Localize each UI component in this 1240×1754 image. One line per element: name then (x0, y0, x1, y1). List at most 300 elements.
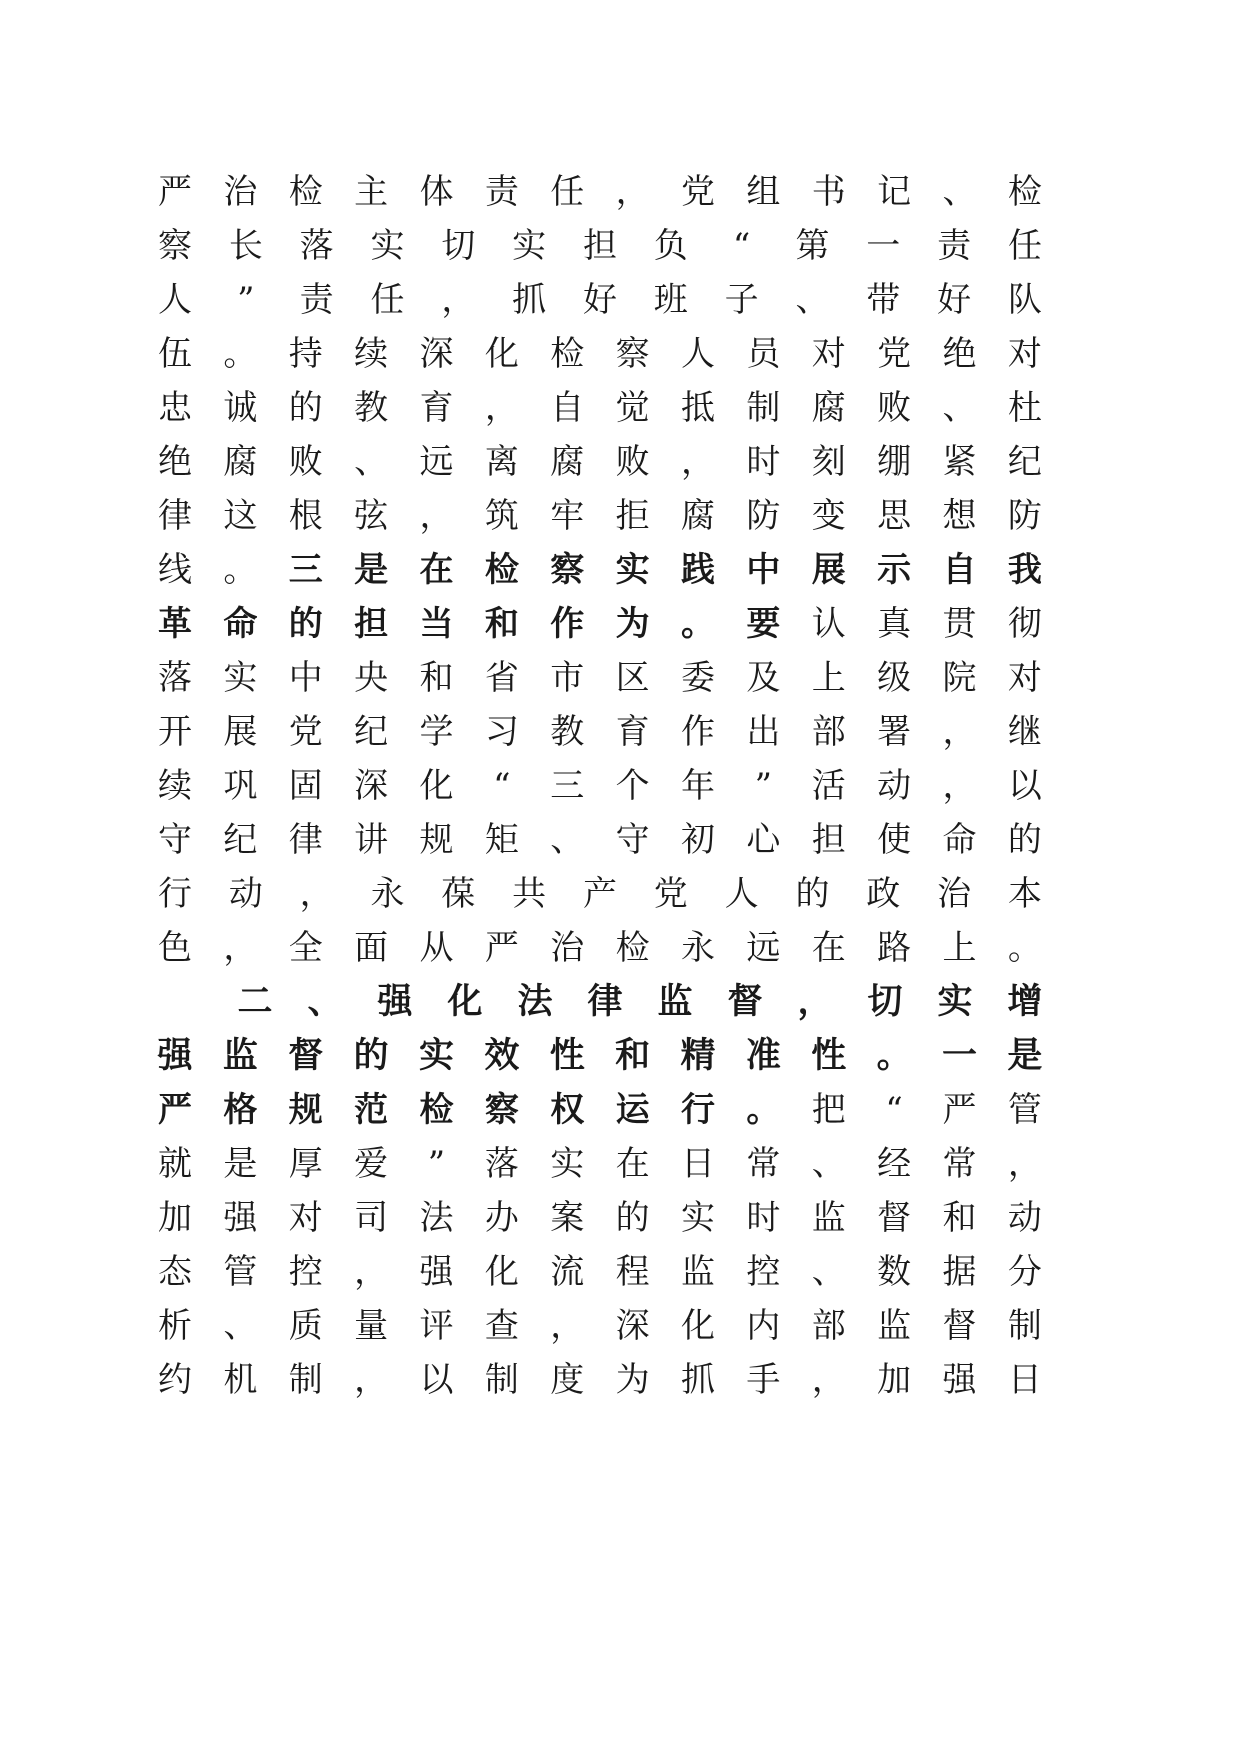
text-char: 加 (877, 1360, 912, 1400)
text-char: 的 (795, 874, 830, 914)
text-char: 腐 (550, 442, 585, 482)
text-char: 中 (288, 658, 323, 698)
text-char: 一 (866, 226, 901, 266)
text-char: 拒 (615, 496, 650, 536)
text-char: ， (223, 928, 258, 968)
text-char: 就 (158, 1144, 192, 1184)
text-char: 和 (419, 658, 454, 698)
text-char: 防 (1007, 496, 1042, 536)
text-char: 中 (746, 550, 781, 590)
text-char: 筑 (484, 496, 519, 536)
text-char: 任 (370, 280, 405, 320)
text-char: 评 (419, 1306, 454, 1346)
text-char: 习 (484, 712, 519, 752)
text-char: 示 (877, 550, 912, 590)
text-char: ， (942, 712, 977, 752)
text-line (157, 383, 1043, 433)
text-char: ， (615, 172, 650, 212)
text-char: 实 (223, 658, 258, 698)
text-char: “ (493, 766, 511, 806)
text-char: 署 (877, 712, 912, 752)
text-char: 规 (419, 820, 454, 860)
text-char: 是 (354, 550, 389, 590)
text-char: 督 (942, 1306, 977, 1346)
text-char: 化 (681, 1306, 715, 1346)
text-char: 觉 (615, 388, 650, 428)
text-char: 以 (419, 1360, 454, 1400)
text-char: 运 (615, 1090, 650, 1130)
text-char: 增 (1007, 982, 1043, 1022)
text-char: 的 (1007, 820, 1042, 860)
text-char: 命 (942, 820, 977, 860)
text-char: 动 (877, 766, 912, 806)
text-char: 治 (550, 928, 585, 968)
text-char: 管 (223, 1252, 258, 1292)
text-line (157, 1085, 1043, 1135)
text-line (157, 599, 1043, 649)
text-char: 担 (811, 820, 846, 860)
text-char: 线 (158, 550, 192, 590)
text-char: 根 (288, 496, 323, 536)
text-char: ， (1007, 1144, 1042, 1184)
text-line (157, 707, 1043, 757)
text-char: 严 (158, 1090, 192, 1130)
text-line (157, 221, 1043, 271)
text-char: 规 (288, 1090, 323, 1130)
text-char: 教 (550, 712, 585, 752)
text-char: 深 (419, 334, 454, 374)
text-char: 人 (724, 874, 759, 914)
text-char: 书 (811, 172, 846, 212)
text-char: 级 (877, 658, 912, 698)
text-char: 一 (941, 1036, 977, 1076)
text-char: 检 (484, 550, 519, 590)
text-char: 在 (811, 928, 846, 968)
text-char: 察 (615, 334, 650, 374)
text-char: 律 (587, 982, 623, 1022)
text-char: 强 (377, 982, 413, 1022)
text-line (157, 1193, 1043, 1243)
text-char: 面 (354, 928, 389, 968)
text-char: 使 (877, 820, 912, 860)
text-char: 守 (615, 820, 650, 860)
text-char: 察 (158, 226, 192, 266)
text-char: 监 (681, 1252, 715, 1292)
text-char: ， (484, 388, 519, 428)
text-char: 彻 (1007, 604, 1042, 644)
text-char: 践 (681, 550, 715, 590)
text-char: ， (354, 1360, 389, 1400)
text-char: 厚 (288, 1144, 323, 1184)
text-char: 落 (484, 1144, 519, 1184)
text-char: 展 (811, 550, 846, 590)
text-char: 抓 (681, 1360, 715, 1400)
text-char: 时 (746, 1198, 781, 1238)
text-char: 二 (237, 982, 273, 1022)
text-char: 党 (681, 172, 715, 212)
text-char: 永 (681, 928, 715, 968)
text-char: 监 (657, 982, 693, 1022)
text-char: 实 (615, 550, 650, 590)
text-char: 队 (1007, 280, 1042, 320)
text-char: 部 (811, 1306, 846, 1346)
text-char: 这 (223, 496, 258, 536)
text-char: 办 (484, 1198, 519, 1238)
text-char: 真 (877, 604, 912, 644)
text-char: 案 (550, 1198, 585, 1238)
text-char: 想 (942, 496, 977, 536)
text-char: 控 (746, 1252, 781, 1292)
text-char: 动 (1007, 1198, 1042, 1238)
text-char: 以 (1007, 766, 1042, 806)
text-char: 上 (942, 928, 977, 968)
text-char: 日 (1007, 1360, 1042, 1400)
text-char: 刻 (811, 442, 846, 482)
text-char: 实 (681, 1198, 715, 1238)
text-char: 任 (550, 172, 585, 212)
text-char: 准 (745, 1036, 781, 1076)
text-char: 初 (681, 820, 715, 860)
text-char: 约 (158, 1360, 192, 1400)
text-char: 精 (680, 1036, 716, 1076)
text-char: 从 (419, 928, 454, 968)
text-char: 委 (681, 658, 715, 698)
text-char: 格 (223, 1090, 258, 1130)
text-char: 管 (1007, 1090, 1042, 1130)
text-char: 在 (615, 1144, 650, 1184)
text-char: 市 (550, 658, 585, 698)
text-char: 任 (1007, 226, 1042, 266)
text-char: 检 (419, 1090, 454, 1130)
text-char: 党 (653, 874, 688, 914)
text-char: 强 (942, 1360, 977, 1400)
text-char: 爱 (354, 1144, 389, 1184)
text-char: 牢 (550, 496, 585, 536)
text-char: 。 (1007, 928, 1042, 968)
text-char: 严 (942, 1090, 977, 1130)
text-char: 性 (549, 1036, 585, 1076)
text-char: 检 (615, 928, 650, 968)
text-char: 色 (158, 928, 192, 968)
text-char: 经 (877, 1144, 912, 1184)
text-char: 督 (877, 1198, 912, 1238)
text-char: “ (885, 1090, 903, 1130)
text-char: 实 (512, 226, 547, 266)
text-char: 责 (299, 280, 334, 320)
text-char: 葆 (441, 874, 476, 914)
text-char: 、 (223, 1306, 258, 1346)
text-char: 化 (419, 766, 454, 806)
text-char: 深 (354, 766, 389, 806)
text-char: ， (797, 982, 833, 1022)
text-char: 对 (288, 1198, 323, 1238)
text-char: 矩 (484, 820, 519, 860)
text-char: 效 (484, 1036, 520, 1076)
text-char: 、 (942, 388, 977, 428)
text-char: 强 (157, 1036, 193, 1076)
text-char: 认 (811, 604, 846, 644)
text-char: 心 (746, 820, 781, 860)
text-char: 要 (746, 604, 781, 644)
text-char: 抵 (681, 388, 715, 428)
text-line (157, 329, 1043, 379)
text-char: 三 (288, 550, 323, 590)
text-char: 律 (288, 820, 323, 860)
text-char: 组 (746, 172, 781, 212)
text-char: 加 (158, 1198, 192, 1238)
text-line (237, 977, 1043, 1027)
text-char: 行 (681, 1090, 715, 1130)
text-char: 忠 (158, 388, 192, 428)
text-char: 流 (550, 1252, 585, 1292)
text-char: 党 (877, 334, 912, 374)
text-char: 法 (517, 982, 553, 1022)
text-char: 开 (158, 712, 192, 752)
text-char: 院 (942, 658, 977, 698)
text-line (157, 545, 1043, 595)
text-char: 程 (615, 1252, 650, 1292)
text-char: 实 (550, 1144, 585, 1184)
text-line (157, 815, 1043, 865)
text-char: 落 (158, 658, 192, 698)
text-char: 监 (811, 1198, 846, 1238)
text-line (157, 923, 1043, 973)
text-char: 活 (811, 766, 846, 806)
text-char: 检 (288, 172, 323, 212)
text-char: 实 (937, 982, 973, 1022)
text-char: 治 (937, 874, 972, 914)
text-char: 落 (299, 226, 334, 266)
text-line (157, 275, 1043, 325)
text-char: 控 (288, 1252, 323, 1292)
text-char: 机 (223, 1360, 258, 1400)
text-char: 、 (354, 442, 389, 482)
text-char: 把 (811, 1090, 846, 1130)
text-char: 法 (419, 1198, 454, 1238)
text-char: 续 (354, 334, 389, 374)
text-char: 子 (724, 280, 759, 320)
text-char: ， (441, 280, 476, 320)
text-char: 检 (1007, 172, 1042, 212)
text-char: 对 (1007, 658, 1042, 698)
text-char: 纪 (223, 820, 258, 860)
text-char: 作 (681, 712, 715, 752)
text-char: 强 (419, 1252, 454, 1292)
text-char: 变 (811, 496, 846, 536)
text-char: 律 (158, 496, 192, 536)
text-char: 及 (746, 658, 781, 698)
text-char: 班 (653, 280, 688, 320)
text-char: 路 (877, 928, 912, 968)
text-char: 析 (158, 1306, 192, 1346)
text-char: 内 (746, 1306, 781, 1346)
text-char: 区 (615, 658, 650, 698)
text-char: 日 (681, 1144, 715, 1184)
text-char: 革 (158, 604, 192, 644)
text-line (157, 1247, 1043, 1297)
text-char: 体 (419, 172, 454, 212)
text-char: 化 (484, 334, 519, 374)
text-char: 好 (582, 280, 617, 320)
text-char: 在 (419, 550, 454, 590)
text-char: 范 (354, 1090, 389, 1130)
text-char: 带 (866, 280, 901, 320)
text-char: 部 (811, 712, 846, 752)
text-char: 行 (158, 874, 192, 914)
text-char: 为 (615, 1360, 650, 1400)
text-char: 对 (1007, 334, 1042, 374)
text-char: 实 (418, 1036, 454, 1076)
text-char: 我 (1007, 550, 1042, 590)
text-char: 质 (288, 1306, 323, 1346)
text-char: 态 (158, 1252, 192, 1292)
text-char: 年 (681, 766, 715, 806)
text-char: ， (942, 766, 977, 806)
text-char: 责 (937, 226, 972, 266)
text-char: 固 (288, 766, 323, 806)
text-char: 紧 (942, 442, 977, 482)
text-char: 好 (937, 280, 972, 320)
text-char: 常 (942, 1144, 977, 1184)
text-char: 产 (582, 874, 617, 914)
text-char: 败 (877, 388, 912, 428)
text-char: 贯 (942, 604, 977, 644)
text-char: 严 (484, 928, 519, 968)
text-char: 远 (746, 928, 781, 968)
text-char: 育 (615, 712, 650, 752)
text-char: 、 (550, 820, 585, 860)
text-char: 纪 (354, 712, 389, 752)
text-char: 伍 (158, 334, 192, 374)
text-char: 思 (877, 496, 912, 536)
text-char: 杜 (1007, 388, 1042, 428)
text-char: 制 (288, 1360, 323, 1400)
text-char: 监 (222, 1036, 258, 1076)
text-char: ” (427, 1144, 446, 1184)
text-char: 诚 (223, 388, 258, 428)
text-char: 记 (877, 172, 912, 212)
text-char: 政 (866, 874, 901, 914)
text-char: 制 (484, 1360, 519, 1400)
text-char: 的 (288, 388, 323, 428)
text-char: 远 (419, 442, 454, 482)
text-char: 治 (223, 172, 258, 212)
text-char: 督 (727, 982, 763, 1022)
text-char: 督 (288, 1036, 324, 1076)
text-char: ， (354, 1252, 389, 1292)
text-char: 制 (746, 388, 781, 428)
text-char: 担 (354, 604, 389, 644)
text-char: 担 (582, 226, 617, 266)
text-char: 学 (419, 712, 454, 752)
text-line (157, 869, 1043, 919)
text-char: 和 (942, 1198, 977, 1238)
text-line (157, 1301, 1043, 1351)
text-char: ” (754, 766, 773, 806)
text-char: 讲 (354, 820, 389, 860)
text-char: 继 (1007, 712, 1042, 752)
text-char: 。 (681, 604, 715, 644)
text-char: 。 (746, 1090, 781, 1130)
text-char: 权 (550, 1090, 585, 1130)
text-char: 三 (550, 766, 585, 806)
text-line (157, 437, 1043, 487)
text-char: 弦 (354, 496, 389, 536)
text-char: 自 (550, 388, 585, 428)
text-char: 、 (811, 1144, 846, 1184)
text-char: 、 (795, 280, 830, 320)
text-char: 严 (158, 172, 192, 212)
text-char: 、 (942, 172, 977, 212)
text-char: 败 (615, 442, 650, 482)
text-char: 当 (419, 604, 454, 644)
text-char: 常 (746, 1144, 781, 1184)
text-char: 司 (354, 1198, 389, 1238)
text-char: 的 (353, 1036, 389, 1076)
text-char: 共 (512, 874, 547, 914)
text-char: 第 (795, 226, 830, 266)
text-char: 的 (615, 1198, 650, 1238)
text-char: 。 (223, 334, 258, 374)
text-char: 抓 (512, 280, 547, 320)
text-char: 切 (867, 982, 903, 1022)
text-char: 防 (746, 496, 781, 536)
text-char: 手 (746, 1360, 781, 1400)
text-char: 监 (877, 1306, 912, 1346)
text-char: 绷 (877, 442, 912, 482)
text-char: 是 (223, 1144, 258, 1184)
text-char: 巩 (223, 766, 258, 806)
text-char: 时 (746, 442, 781, 482)
text-char: 员 (746, 334, 781, 374)
text-char: 腐 (681, 496, 715, 536)
text-char: ， (419, 496, 454, 536)
text-char: 出 (746, 712, 781, 752)
text-char: 责 (484, 172, 519, 212)
text-char: “ (732, 226, 751, 266)
text-char: 是 (1007, 1036, 1043, 1076)
text-char: 本 (1007, 874, 1042, 914)
text-line (157, 1031, 1043, 1081)
text-char: 制 (1007, 1306, 1042, 1346)
text-char: 绝 (158, 442, 192, 482)
text-char: 。 (223, 550, 258, 590)
text-char: 纪 (1007, 442, 1042, 482)
text-char: 动 (228, 874, 263, 914)
text-char: ， (550, 1306, 585, 1346)
text-char: 省 (484, 658, 519, 698)
text-char: 度 (550, 1360, 585, 1400)
text-char: 全 (288, 928, 323, 968)
text-char: 量 (354, 1306, 389, 1346)
text-char: 人 (158, 280, 192, 320)
text-char: 央 (354, 658, 389, 698)
text-line (157, 491, 1043, 541)
text-char: 自 (942, 550, 977, 590)
text-char: 性 (811, 1036, 847, 1076)
text-char: 检 (550, 334, 585, 374)
text-char: 腐 (223, 442, 258, 482)
text-char: 败 (288, 442, 323, 482)
text-char: 化 (447, 982, 483, 1022)
text-char: 永 (370, 874, 405, 914)
text-char: 负 (653, 226, 688, 266)
text-char: 长 (228, 226, 263, 266)
text-char: 上 (811, 658, 846, 698)
text-char: ， (299, 874, 334, 914)
text-char: 据 (942, 1252, 977, 1292)
text-char: 守 (158, 820, 192, 860)
